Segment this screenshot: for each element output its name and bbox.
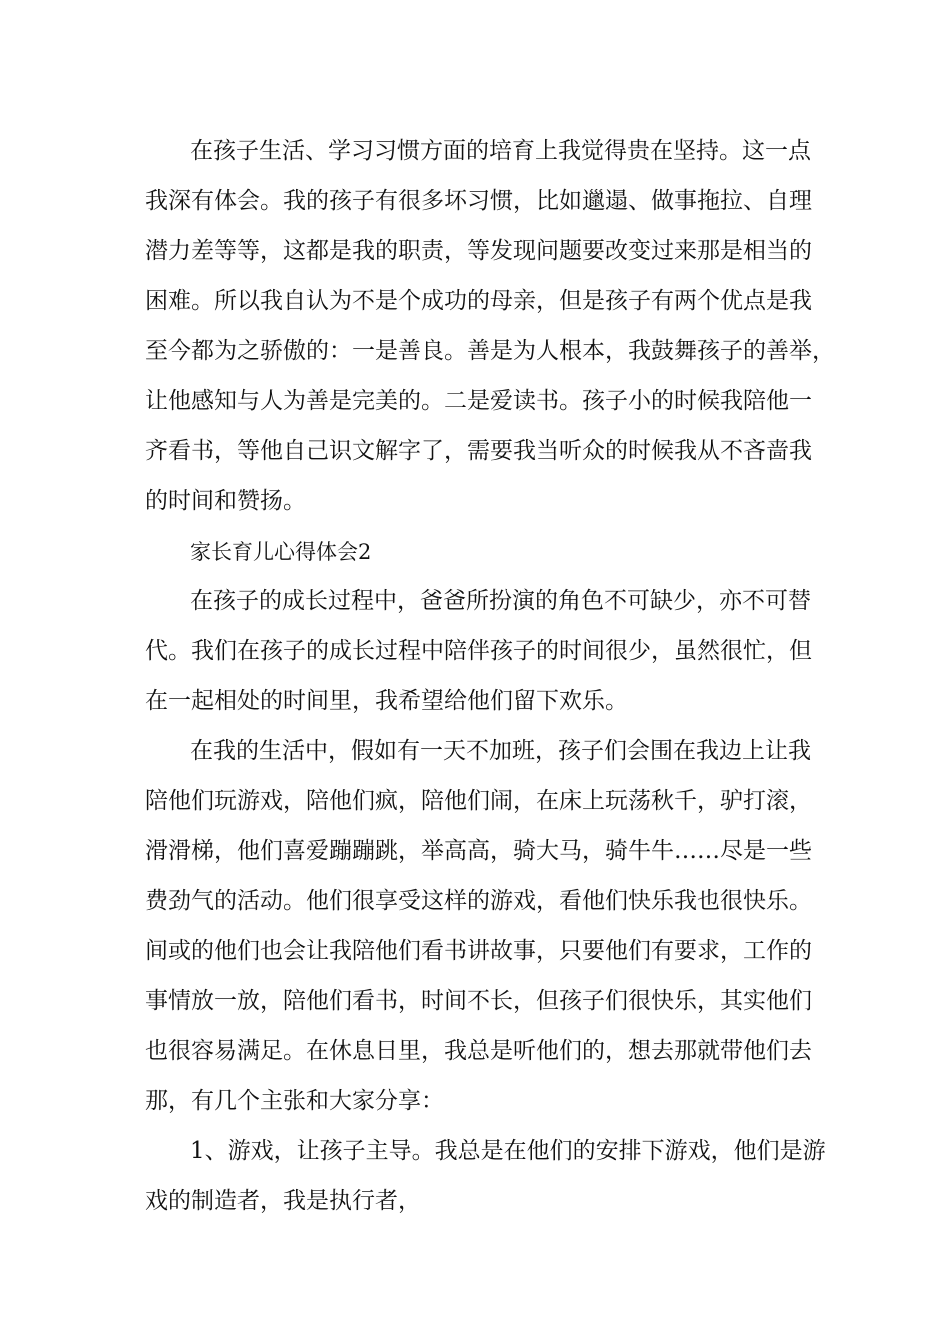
section-heading: 家长育儿心得体会2 (190, 540, 372, 564)
paragraph-line: 滑滑梯，他们喜爱蹦蹦跳，举高高，骑大马，骑牛牛……尽是一些 (145, 838, 812, 864)
paragraph-line: 在一起相处的时间里，我希望给他们留下欢乐。 (145, 688, 628, 714)
paragraph-line: 费劲气的活动。他们很享受这样的游戏，看他们快乐我也很快乐。 (145, 888, 812, 914)
paragraph-line: 困难。所以我自认为不是个成功的母亲，但是孩子有两个优点是我 (145, 288, 812, 314)
paragraph-line: 在孩子的成长过程中，爸爸所扮演的角色不可缺少，亦不可替 (190, 588, 811, 614)
paragraph-line: 代。我们在孩子的成长过程中陪伴孩子的时间很少，虽然很忙，但 (145, 638, 812, 664)
paragraph-line: 的时间和赞扬。 (145, 488, 306, 514)
paragraph-line: 1、游戏，让孩子主导。我总是在他们的安排下游戏，他们是游 (190, 1138, 826, 1164)
paragraph-line: 我深有体会。我的孩子有很多坏习惯，比如邋遢、做事拖拉、自理 (145, 188, 812, 214)
paragraph-line: 事情放一放，陪他们看书，时间不长，但孩子们很快乐，其实他们 (145, 988, 812, 1014)
paragraph-line: 那，有几个主张和大家分享： (145, 1088, 444, 1114)
paragraph-line: 陪他们玩游戏，陪他们疯，陪他们闹，在床上玩荡秋千，驴打滚， (145, 788, 812, 814)
paragraph-line: 让他感知与人为善是完美的。二是爱读书。孩子小的时候我陪他一 (145, 388, 812, 414)
paragraph-line: 戏的制造者，我是执行者， (145, 1188, 421, 1214)
paragraph-line: 在孩子生活、学习习惯方面的培育上我觉得贵在坚持。这一点 (190, 138, 811, 164)
paragraph-line: 至今都为之骄傲的：一是善良。善是为人根本，我鼓舞孩子的善举， (145, 338, 835, 364)
paragraph-line: 在我的生活中，假如有一天不加班，孩子们会围在我边上让我 (190, 738, 811, 764)
paragraph-line: 潜力差等等，这都是我的职责，等发现问题要改变过来那是相当的 (145, 238, 812, 264)
paragraph-line: 也很容易满足。在休息日里，我总是听他们的，想去那就带他们去 (145, 1038, 812, 1064)
paragraph-line: 间或的他们也会让我陪他们看书讲故事，只要他们有要求，工作的 (145, 938, 812, 964)
paragraph-line: 齐看书，等他自己识文解字了，需要我当听众的时候我从不吝啬我 (145, 438, 812, 464)
